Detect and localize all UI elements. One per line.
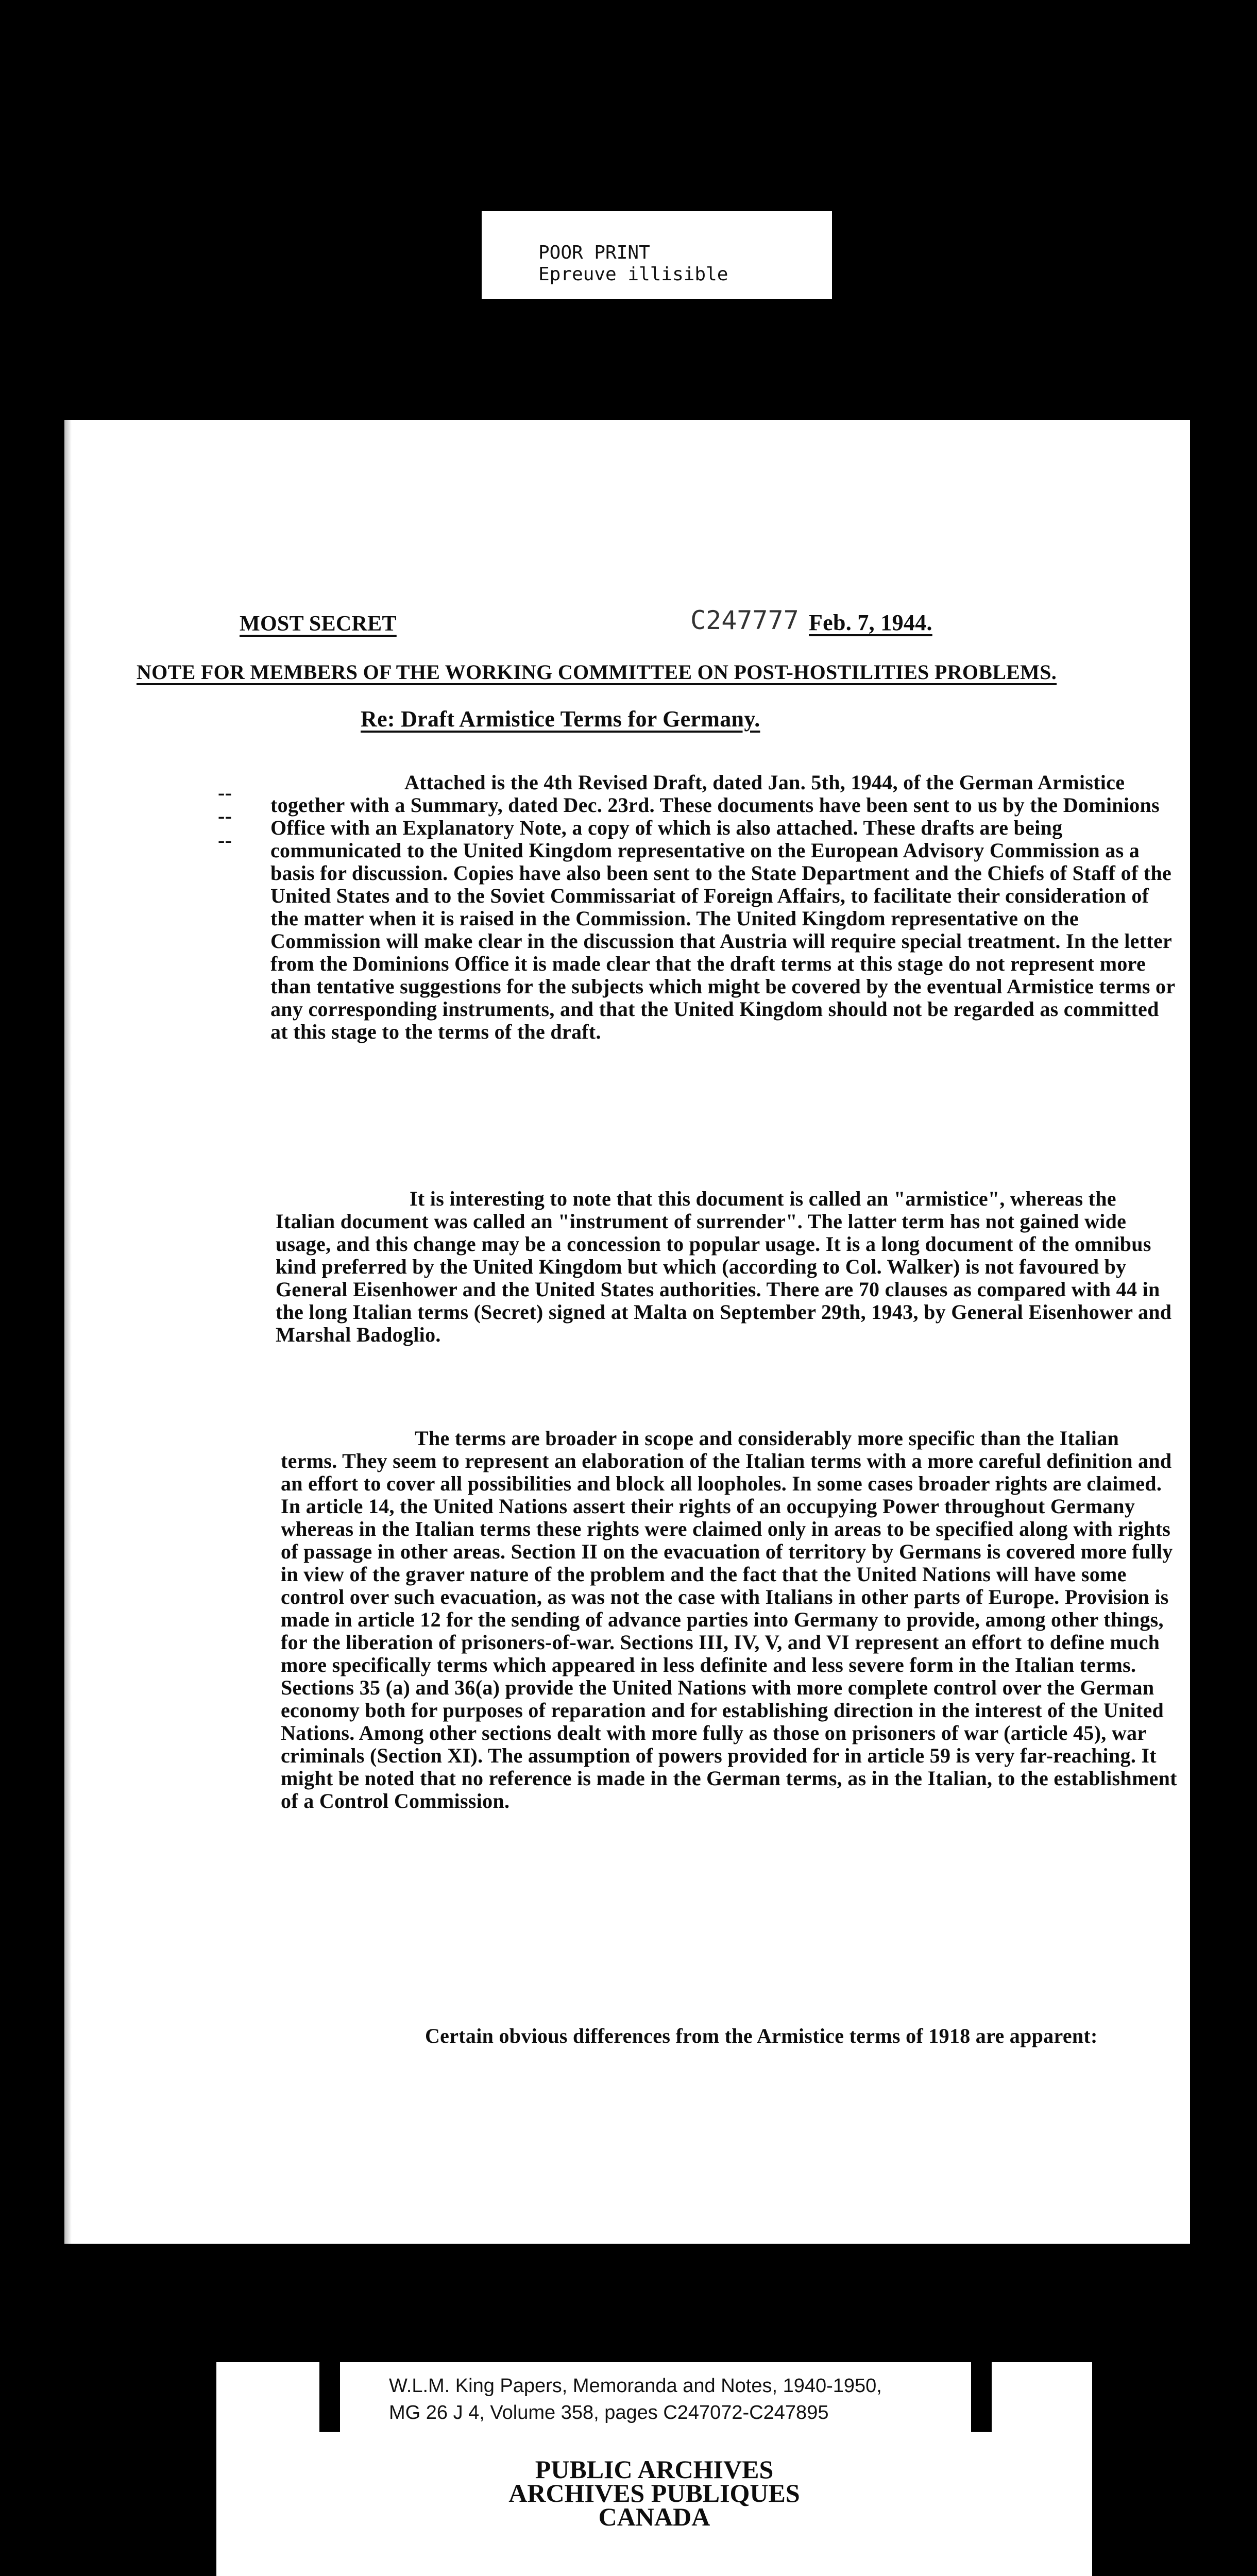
archives-country: CANADA (598, 2502, 710, 2531)
paragraph-text: The terms are broader in scope and considerably more specific than the Italian terms. They seem to represent an elaboration of the Italian terms with a more careful definition and an effort to cover all possibilities and block all loopholes. In some cases broader rights are claimed. In article 14, the United Nations assert their rights of an occupying Power throughout Germany whereas in the Italian terms these rights were claimed only in areas to be specified along with rights of passage in other areas. Section II on the evacuation of territory by Germans is covered more fully in view of the graver nature of the problem and the fact that the United Nations will have some control over such evacuation, as was not the case with Italians in other parts of Europe. Provision is made in article 12 for the sending of advance parties into Germany to provide, among other things, for the liberation of prisoners-of-war. Sections III, IV, V, and VI represent an effort to define much more specifically terms which appeared in less definite and less severe form in the Italian terms. Sections 35 (a) and 36(a) provide the United Nations with more complete control over the German economy both for purposes of reparation and for establishing direction in the interest of the United Nations. Among other sections dealt with more fully as those on prisoners of war (article 45), war criminals (Section XI). The assumption of powers provided for in article 59 is very far-reaching. It might be noted that no reference is made in the German terms, as in the Italian, to the establishment of a Control Commission. (281, 1427, 1177, 1812)
paragraph-4 (291, 2025, 1177, 2047)
page-edge-shadow (64, 420, 72, 2244)
poor-print-line-fr: Epreuve illisible (538, 264, 728, 285)
collection-reference (389, 2372, 882, 2426)
classification-header: MOST SECRET (240, 612, 397, 636)
paragraph-text: It is interesting to note that this document is called an "armistice", whereas the Italian document was called an "instrument of surrender". The latter term has not gained wide usage, and this change may be a concession to popular usage. It is a long document of the omnibus kind preferred by the United Kingdom but which (according to Col. Walker) is not favoured by General Eisenhower and the United States authorities. There are 70 clauses as compared with 44 in the long Italian terms (Secret) signed at Malta on September 29th, 1943, by General Eisenhower and Marshal Badoglio. (276, 1187, 1172, 1346)
document-date: Feb. 7, 1944. (809, 610, 932, 635)
collection-reference-line: W.L.M. King Papers, Memoranda and Notes, 1940-1950, (389, 2375, 882, 2397)
reference-number: C247777 (690, 605, 799, 635)
poor-print-label (482, 211, 832, 299)
note-title: NOTE FOR MEMBERS OF THE WORKING COMMITTEE ON POST-HOSTILITIES PROBLEMS. (137, 660, 1057, 684)
archives-name-fr: ARCHIVES PUBLIQUES (508, 2479, 800, 2507)
paragraph-text: Attached is the 4th Revised Draft, dated Jan. 5th, 1944, of the German Armistice together with a Summary, dated Dec. 23rd. These documents have been sent to us by the Dominions Office with an Explanatory Note, a copy of which is also attached. These drafts are being communicated to the United Kingdom representative on the European Advisory Commission as a basis for discussion. Copies have also been sent to the State Department and the Chiefs of Staff of the United States and to the Soviet Commissariat of Foreign Affairs, to facilitate their consideration of the matter when it is raised in the Commission. The United Kingdom representative on the Commission will make clear in the discussion that Austria will require special treatment. In the letter from the Dominions Office it is made clear that the draft terms at this stage do not represent more than tentative suggestions for the subjects which might be covered by the eventual Armistice terms or any corresponding instruments, and that the United Kingdom should not be regarded as committed at this stage to the terms of the draft. (270, 771, 1175, 1043)
subject-line: Re: Draft Armistice Terms for Germany. (361, 706, 760, 732)
footer-tab (319, 2362, 340, 2432)
margin-mark: -- (218, 781, 232, 804)
margin-mark: -- (218, 804, 232, 827)
paragraph-1 (270, 771, 1177, 1043)
archives-name-en: PUBLIC ARCHIVES (535, 2455, 774, 2484)
collection-reference-line: MG 26 J 4, Volume 358, pages C247072-C247895 (389, 2402, 829, 2424)
poor-print-line-en: POOR PRINT (538, 242, 650, 263)
paragraph-3 (281, 1427, 1177, 1812)
paragraph-2 (276, 1188, 1172, 1346)
margin-mark: -- (218, 828, 232, 852)
footer-tab (971, 2362, 992, 2432)
document-page (64, 420, 1190, 2244)
archive-reference-footer (216, 2362, 1092, 2576)
paragraph-text: Certain obvious differences from the Armistice terms of 1918 are apparent: (425, 2024, 1098, 2047)
